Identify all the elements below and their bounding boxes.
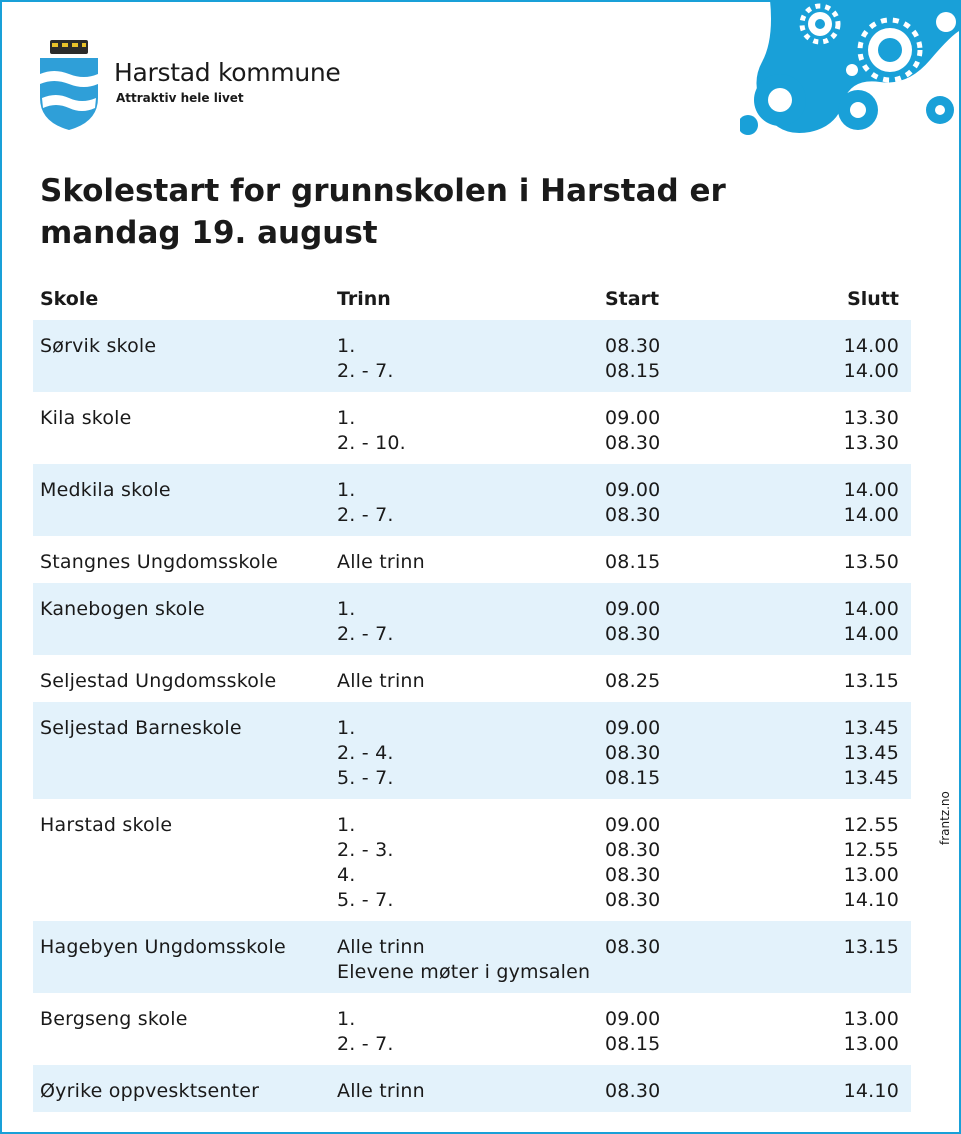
slutt-value: 14.00 xyxy=(843,335,899,357)
school-name: Øyrike oppvesktsenter xyxy=(40,1080,260,1102)
school-name: Kanebogen skole xyxy=(40,598,205,620)
start-cell xyxy=(598,406,798,456)
column-header-slutt: Slutt xyxy=(847,288,899,310)
column-header-skole: Skole xyxy=(40,288,99,310)
slutt-value: 12.55 xyxy=(843,814,899,836)
start-value: 09.00 xyxy=(605,598,661,620)
trinn-value: 2. - 7. xyxy=(337,1033,394,1055)
trinn-cell xyxy=(330,813,598,913)
harstad-coat-of-arms-icon xyxy=(38,38,100,132)
slutt-cell xyxy=(798,935,911,985)
credit-text: frantz.no xyxy=(938,791,952,845)
slutt-value xyxy=(798,960,899,985)
start-cell xyxy=(598,478,798,528)
slutt-value: 13.00 xyxy=(843,1033,899,1055)
trinn-value: 2. - 7. xyxy=(337,360,394,382)
school-name: Seljestad Ungdomsskole xyxy=(40,670,277,692)
trinn-value: 1. xyxy=(337,407,356,429)
slutt-cell xyxy=(798,334,911,384)
trinn-value: 1. xyxy=(337,598,356,620)
start-cell xyxy=(598,550,798,575)
slutt-cell xyxy=(798,1007,911,1057)
start-value: 08.15 xyxy=(605,1033,661,1055)
slutt-value: 14.00 xyxy=(843,479,899,501)
start-value: 09.00 xyxy=(605,479,661,501)
school-name: Kila skole xyxy=(40,407,132,429)
page-title xyxy=(40,170,840,254)
start-value: 08.30 xyxy=(605,864,661,886)
trinn-cell xyxy=(330,1079,598,1104)
slutt-value: 13.30 xyxy=(843,432,899,454)
school-name: Sørvik skole xyxy=(40,335,157,357)
trinn-cell xyxy=(330,334,598,384)
table-row xyxy=(33,392,911,464)
trinn-cell xyxy=(330,669,598,694)
trinn-value: Alle trinn xyxy=(337,551,425,573)
trinn-value: 5. - 7. xyxy=(337,767,394,789)
trinn-value: 2. - 10. xyxy=(337,432,406,454)
slutt-cell xyxy=(798,406,911,456)
column-header-start: Start xyxy=(605,288,660,310)
slutt-value: 13.45 xyxy=(843,767,899,789)
trinn-value: Alle trinn xyxy=(337,936,425,958)
slutt-value: 13.15 xyxy=(843,936,899,958)
school-start-table xyxy=(33,288,911,1112)
trinn-value: 2. - 7. xyxy=(337,623,394,645)
start-cell xyxy=(598,597,798,647)
table-row xyxy=(33,921,911,993)
slutt-cell xyxy=(798,813,911,913)
slutt-cell xyxy=(798,550,911,575)
table-row xyxy=(33,1065,911,1112)
trinn-value: 1. xyxy=(337,479,356,501)
table-row xyxy=(33,583,911,655)
start-value: 09.00 xyxy=(605,814,661,836)
start-cell xyxy=(598,669,798,694)
trinn-cell xyxy=(330,597,598,647)
start-value: 08.15 xyxy=(605,360,661,382)
slutt-value: 14.00 xyxy=(843,504,899,526)
trinn-cell xyxy=(330,406,598,456)
trinn-value: Elevene møter i gymsalen xyxy=(337,961,591,983)
start-value: 08.25 xyxy=(605,670,661,692)
start-value: 08.30 xyxy=(605,432,661,454)
table-body xyxy=(33,320,911,1112)
slutt-value: 14.10 xyxy=(843,1080,899,1102)
trinn-cell xyxy=(330,1007,598,1057)
school-name: Medkila skole xyxy=(40,479,171,501)
trinn-value: Alle trinn xyxy=(337,670,425,692)
start-cell xyxy=(598,334,798,384)
start-value: 08.30 xyxy=(605,335,661,357)
table-row xyxy=(33,655,911,702)
slutt-cell xyxy=(798,478,911,528)
start-value: 08.15 xyxy=(605,767,661,789)
start-value xyxy=(605,960,798,985)
trinn-cell xyxy=(330,935,598,985)
table-row xyxy=(33,536,911,583)
school-name: Seljestad Barneskole xyxy=(40,717,242,739)
slutt-value: 12.55 xyxy=(843,839,899,861)
slutt-value: 13.45 xyxy=(843,717,899,739)
start-value: 08.30 xyxy=(605,623,661,645)
slutt-value: 14.00 xyxy=(843,598,899,620)
slutt-cell xyxy=(798,669,911,694)
trinn-cell xyxy=(330,478,598,528)
trinn-value: 4. xyxy=(337,864,356,886)
start-cell xyxy=(598,1079,798,1104)
page-title-line-1: Skolestart for grunnskolen i Harstad er xyxy=(40,173,726,209)
slutt-value: 13.00 xyxy=(843,1008,899,1030)
school-name: Harstad skole xyxy=(40,814,173,836)
start-cell xyxy=(598,716,798,791)
trinn-value: 1. xyxy=(337,717,356,739)
school-name: Hagebyen Ungdomsskole xyxy=(40,936,286,958)
school-name: Bergseng skole xyxy=(40,1008,188,1030)
table-row xyxy=(33,320,911,392)
trinn-cell xyxy=(330,716,598,791)
start-value: 08.30 xyxy=(605,504,661,526)
start-cell xyxy=(598,935,798,985)
trinn-value: 2. - 3. xyxy=(337,839,394,861)
table-row xyxy=(33,993,911,1065)
start-cell xyxy=(598,1007,798,1057)
start-value: 08.30 xyxy=(605,889,661,911)
gears-decoration-icon xyxy=(740,0,961,145)
trinn-cell xyxy=(330,550,598,575)
start-value: 08.30 xyxy=(605,936,661,958)
trinn-value: 2. - 7. xyxy=(337,504,394,526)
slutt-value: 13.45 xyxy=(843,742,899,764)
organization-slogan: Attraktiv hele livet xyxy=(116,91,244,105)
slutt-cell xyxy=(798,1079,911,1104)
start-value: 09.00 xyxy=(605,1008,661,1030)
slutt-value: 14.10 xyxy=(843,889,899,911)
table-row xyxy=(33,799,911,921)
start-value: 08.30 xyxy=(605,839,661,861)
page-title-line-2: mandag 19. august xyxy=(40,215,378,251)
start-value: 09.00 xyxy=(605,407,661,429)
trinn-value: 2. - 4. xyxy=(337,742,394,764)
start-value: 08.15 xyxy=(605,551,661,573)
trinn-value: Alle trinn xyxy=(337,1080,425,1102)
column-header-trinn: Trinn xyxy=(337,288,391,310)
slutt-value: 14.00 xyxy=(843,623,899,645)
slutt-value: 13.00 xyxy=(843,864,899,886)
table-row xyxy=(33,702,911,799)
trinn-value: 1. xyxy=(337,335,356,357)
slutt-cell xyxy=(798,597,911,647)
slutt-cell xyxy=(798,716,911,791)
trinn-value: 1. xyxy=(337,814,356,836)
slutt-value: 13.15 xyxy=(843,670,899,692)
table-header xyxy=(33,288,911,320)
slutt-value: 13.50 xyxy=(843,551,899,573)
start-cell xyxy=(598,813,798,913)
table-row xyxy=(33,464,911,536)
start-value: 09.00 xyxy=(605,717,661,739)
slutt-value: 14.00 xyxy=(843,360,899,382)
trinn-value: 1. xyxy=(337,1008,356,1030)
slutt-value: 13.30 xyxy=(843,407,899,429)
start-value: 08.30 xyxy=(605,742,661,764)
trinn-value: 5. - 7. xyxy=(337,889,394,911)
school-name: Stangnes Ungdomsskole xyxy=(40,551,279,573)
organization-name: Harstad kommune xyxy=(114,58,341,87)
start-value: 08.30 xyxy=(605,1080,661,1102)
